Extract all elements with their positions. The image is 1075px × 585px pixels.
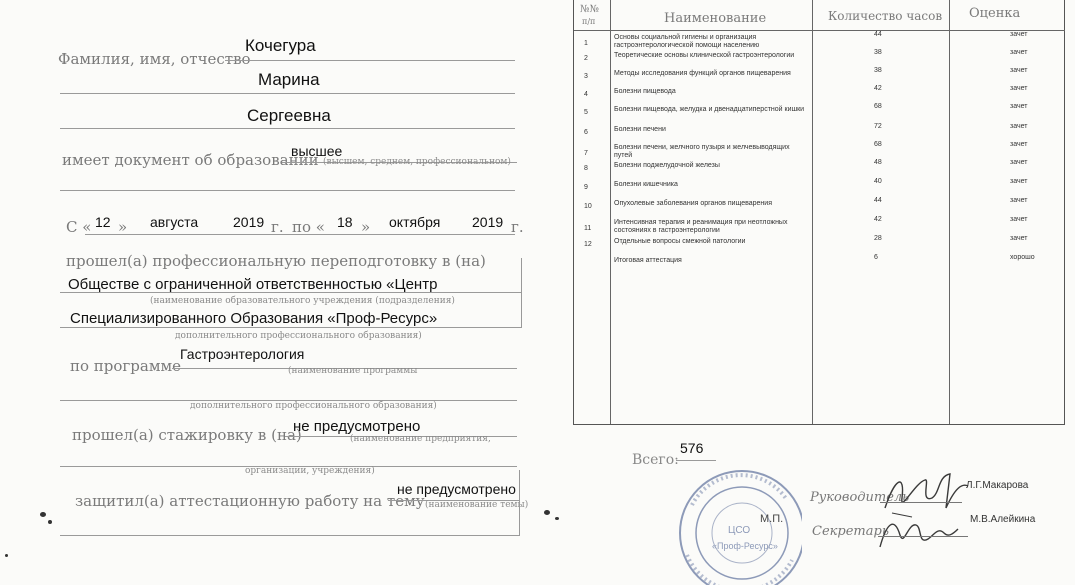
- date-to-prefix: по «: [292, 218, 325, 236]
- mp-label: М.П.: [760, 513, 784, 525]
- thesis-underline-2: [60, 535, 520, 536]
- row-subject: Болезни поджелудочной железы: [614, 162, 720, 169]
- name-value: Марина: [258, 70, 320, 89]
- row-number: 2: [584, 55, 588, 62]
- row-hours: 44: [874, 31, 882, 38]
- row-subject: Методы исследования функций органов пищеварения: [614, 70, 791, 77]
- org-underline-1: [60, 292, 522, 293]
- org-hint-2: дополнительного профессионального образования): [175, 331, 422, 341]
- row-subject: Болезни пищевода, желудка и двенадцатиперстной кишки: [614, 106, 805, 113]
- col-divider-2: [812, 0, 813, 424]
- row-subject: Болезни печени, желчного пузыря и желчевыводящих: [614, 144, 790, 151]
- fio-label: Фамилия, имя, отчество: [58, 50, 251, 68]
- day-from: 12: [95, 214, 111, 230]
- row-number: 8: [584, 165, 588, 172]
- quote-close-2: »: [361, 218, 371, 236]
- header-num: №№: [580, 4, 599, 15]
- secretary-signature-icon: [872, 505, 962, 555]
- row-hours: 40: [874, 178, 882, 185]
- stamp-center-text: ЦСО: [728, 525, 751, 536]
- header-num-sub: п/п: [582, 17, 596, 26]
- ink-speck: [555, 517, 559, 520]
- row-number: 6: [584, 129, 588, 136]
- year-from: 2019: [233, 214, 265, 230]
- row-grade: зачет: [1010, 103, 1028, 110]
- row-hours: 38: [874, 67, 882, 74]
- retraining-label: прошел(а) профессиональную переподготовку в (на): [66, 252, 486, 270]
- head-name: Л.Г.Макарова: [966, 480, 1029, 491]
- row-grade: хорошо: [1010, 254, 1035, 261]
- row-number: 9: [584, 184, 588, 191]
- row-subject-cont: путей: [614, 152, 633, 159]
- thesis-margin-line: [519, 470, 520, 536]
- row-subject-cont: состояниях в гастроэнтерологии: [614, 227, 720, 234]
- row-hours: 28: [874, 235, 882, 242]
- row-subject: Опухолевые заболевания органов пищеварения: [614, 200, 772, 207]
- row-subject: Болезни печени: [614, 126, 666, 133]
- row-subject: Основы социальной гигиены и организация: [614, 34, 757, 41]
- internship-hint-2: организации, учреждения): [245, 466, 375, 476]
- year-suffix-2: г.: [511, 218, 524, 236]
- ink-speck: [5, 554, 8, 557]
- row-grade: зачет: [1010, 85, 1028, 92]
- fio-underline-2: [60, 93, 515, 94]
- row-grade: зачет: [1010, 49, 1028, 56]
- row-number: 10: [584, 203, 592, 210]
- program-hint: (наименование программы: [288, 366, 418, 376]
- row-hours: 6: [874, 254, 878, 261]
- ink-speck: [40, 512, 46, 517]
- org-underline-2: [60, 327, 522, 328]
- org-margin-line: [521, 258, 522, 328]
- fio-underline-3: [60, 128, 515, 129]
- row-hours: 42: [874, 85, 882, 92]
- row-number: 4: [584, 91, 588, 98]
- month-to: октября: [389, 214, 441, 230]
- year-suffix-1: г.: [271, 218, 284, 236]
- head-label: Руководитель: [810, 490, 910, 505]
- subjects-table: [573, 0, 1065, 425]
- education-underline-2: [60, 190, 515, 191]
- row-grade: зачет: [1010, 159, 1028, 166]
- internship-label: прошел(а) стажировку в (на): [72, 426, 302, 444]
- internship-value: не предусмотрено: [293, 418, 421, 435]
- header-divider: [574, 30, 1065, 31]
- row-number: 1: [584, 40, 588, 47]
- internship-hint: (наименование предприятия,: [350, 434, 491, 444]
- row-subject: Болезни кишечника: [614, 181, 678, 188]
- header-hours: Количество часов: [828, 9, 943, 23]
- date-underline: [85, 234, 515, 235]
- row-grade: зачет: [1010, 123, 1028, 130]
- org-hint-1: (наименование образовательного учреждения (подразделения): [150, 296, 455, 306]
- row-grade: зачет: [1010, 216, 1028, 223]
- row-grade: зачет: [1010, 178, 1028, 185]
- secretary-name: М.В.Алейкина: [970, 514, 1036, 525]
- thesis-value: не предусмотрено: [397, 481, 516, 497]
- date-from-prefix: С «: [66, 218, 92, 236]
- thesis-label: защитил(а) аттестационную работу на тему: [75, 492, 425, 510]
- row-grade: зачет: [1010, 31, 1028, 38]
- total-underline: [676, 460, 716, 461]
- row-grade: зачет: [1010, 235, 1028, 242]
- secretary-label: Секретарь: [812, 524, 889, 539]
- day-to: 18: [337, 214, 353, 230]
- row-hours: 68: [874, 103, 882, 110]
- row-subject: Болезни пищевода: [614, 88, 676, 95]
- secretary-underline: [878, 536, 968, 537]
- row-hours: 42: [874, 216, 882, 223]
- header-grade: Оценка: [969, 6, 1021, 21]
- row-hours: 44: [874, 197, 882, 204]
- surname-value: Кочегура: [245, 36, 316, 55]
- stamp-center-text-2: «Проф-Ресурс»: [712, 541, 778, 551]
- program-value: Гастроэнтерология: [180, 346, 305, 362]
- col-divider-1: [610, 0, 611, 424]
- row-number: 5: [584, 109, 588, 116]
- row-hours: 38: [874, 49, 882, 56]
- thesis-hint: (наименование темы): [425, 500, 529, 510]
- row-hours: 72: [874, 123, 882, 130]
- row-subject: Отдельные вопросы смежной патологии: [614, 238, 746, 245]
- education-value: высшее: [291, 143, 343, 159]
- education-hint: (высшем, среднем, профессиональном): [323, 157, 511, 167]
- row-subject: Итоговая аттестация: [614, 257, 682, 264]
- row-number: 7: [584, 150, 588, 157]
- year-to: 2019: [472, 214, 504, 230]
- header-name: Наименование: [664, 11, 767, 26]
- row-grade: зачет: [1010, 67, 1028, 74]
- row-hours: 48: [874, 159, 882, 166]
- program-hint-2: дополнительного профессионального образования): [190, 401, 437, 411]
- row-number: 12: [584, 241, 592, 248]
- patronymic-value: Сергеевна: [247, 106, 331, 125]
- row-grade: зачет: [1010, 197, 1028, 204]
- fio-underline-1: [225, 60, 515, 61]
- row-subject: Теоретические основы клинической гастроэнтерологии: [614, 52, 795, 59]
- quote-close-1: »: [118, 218, 128, 236]
- row-number: 11: [584, 225, 592, 232]
- head-underline: [880, 502, 962, 503]
- row-subject-cont: гастроэнтерологической помощи населению: [614, 42, 760, 49]
- row-number: 3: [584, 73, 588, 80]
- education-label: имеет документ об образовании: [62, 151, 319, 169]
- row-hours: 68: [874, 141, 882, 148]
- org-line-2: Специализированного Образования «Проф-Ресурс»: [70, 310, 438, 327]
- org-line-1: Обществе с ограниченной ответственностью «Центр: [68, 276, 438, 293]
- ink-speck: [544, 510, 550, 515]
- total-value: 576: [680, 440, 704, 456]
- ink-speck: [48, 520, 52, 524]
- program-label: по программе: [70, 357, 182, 375]
- row-grade: зачет: [1010, 141, 1028, 148]
- total-label: Всего:: [632, 452, 679, 468]
- col-divider-3: [949, 0, 950, 424]
- month-from: августа: [150, 214, 199, 230]
- row-subject: Интенсивная терапия и реанимация при неотложных: [614, 219, 788, 226]
